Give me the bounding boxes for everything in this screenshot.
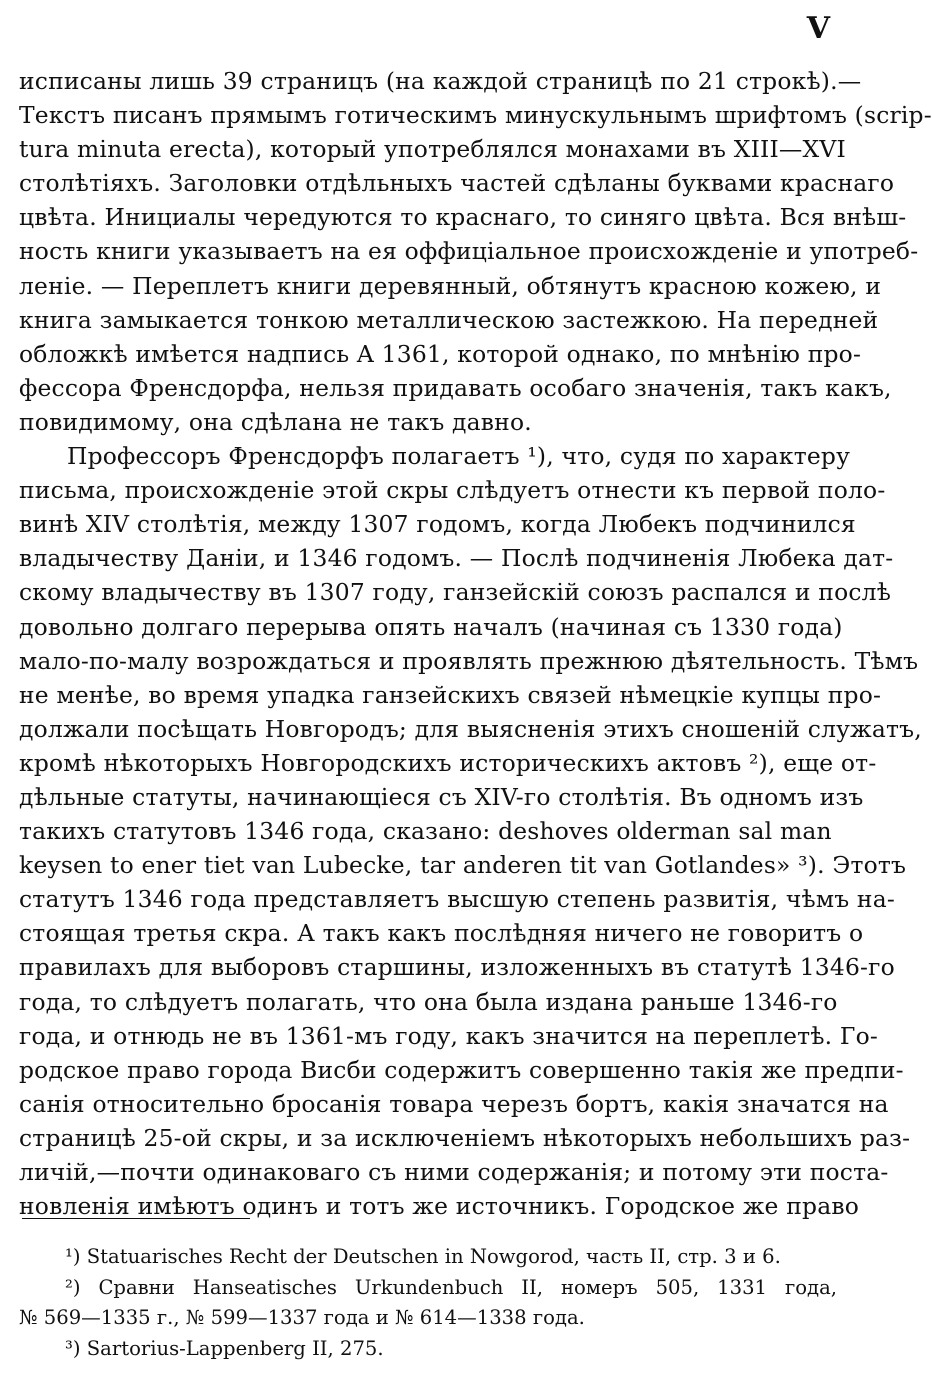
text-line: книга замыкается тонкою металлическою застежкою. На передней: [19, 305, 879, 334]
text-line: tura minuta erecta), который употреблялся монахами въ XIII—XVI: [19, 135, 846, 164]
text-line: цвѣта. Инициалы чередуются то краснаго, то синяго цвѣта. Вся внѣш-: [19, 203, 907, 232]
text-line: не менѣе, во время упадка ганзейскихъ связей нѣмецкіе купцы про-: [19, 680, 882, 709]
text-line: статутъ 1346 года представляетъ высшую степень развитія, чѣмъ на-: [19, 885, 895, 914]
text-line: личій,—почти одинаковаго съ ними содержанія; и потому эти поста-: [19, 1158, 889, 1186]
body-text: [19, 64, 932, 1223]
text-line: года, то слѣдуетъ полагать, что она была издана раньше 1346-го: [19, 987, 838, 1016]
text-line: фессора Френсдорфа, нельзя придавать особаго значенія, такъ какъ,: [19, 373, 892, 402]
text-line: Текстъ писанъ прямымъ готическимъ минускульнымъ шрифтомъ (scrip-: [19, 101, 932, 130]
text-line: стоящая третья скра. А такъ какъ послѣдняя ничего не говоритъ о: [19, 919, 864, 948]
text-line: ность книги указываетъ на ея оффиціальное происхожденіе и употреб-: [19, 237, 919, 266]
text-line: правилахъ для выборовъ старшины, изложенныхъ въ статутѣ 1346-го: [19, 953, 895, 982]
text-line: столѣтіяхъ. Заголовки отдѣльныхъ частей сдѣланы буквами краснаго: [19, 169, 895, 198]
text-line: обложкѣ имѣется надпись A 1361, которой однако, по мнѣнію про-: [19, 339, 862, 368]
text-line: должали посѣщать Новгородъ; для выясненія этихъ сношеній служатъ,: [19, 714, 922, 743]
text-line: года, и отнюдь не въ 1361-мъ году, какъ значится на переплетѣ. Го-: [19, 1021, 878, 1050]
paragraph-start-line: Профессоръ Френсдорфъ полагаетъ ¹), что, судя по характеру: [67, 442, 851, 471]
text-line: скому владычеству въ 1307 году, ганзейскій союзъ распался и послѣ: [19, 578, 892, 607]
footnote-2: ²) Сравни Hanseatisches Urkundenbuch II, номеръ 505, 1331 года,: [65, 1275, 837, 1299]
text-line: леніе. — Переплетъ книги деревянный, обтянутъ красною кожею, и: [19, 271, 882, 300]
text-line: кромѣ нѣкоторыхъ Новгородскихъ историческихъ актовъ ²), еще от-: [19, 748, 877, 777]
text-line: исписаны лишь 39 страницъ (на каждой страницѣ по 21 строкѣ).—: [19, 67, 862, 95]
text-line: винѣ XIV столѣтія, между 1307 годомъ, когда Любекъ подчинился: [19, 510, 856, 539]
text-line: такихъ статутовъ 1346 года, сказано: deshoves olderman sal man: [19, 817, 832, 846]
text-line: владычеству Даніи, и 1346 годомъ. — Послѣ подчиненія Любека дат-: [19, 544, 894, 573]
text-line: мало-по-малу возрождаться и проявлять прежнюю дѣятельность. Тѣмъ: [19, 646, 919, 675]
text-line: родское право города Висби содержитъ совершенно такія же предпи-: [19, 1055, 904, 1084]
text-line: новленія имѣютъ одинъ и тотъ же источникъ. Городское же право: [19, 1192, 859, 1221]
text-line: дѣльные статуты, начинающіеся съ XIV-го столѣтія. Въ одномъ изъ: [19, 782, 864, 811]
text-line: письма, происхожденіе этой скры слѣдуетъ отнести къ первой поло-: [19, 476, 886, 505]
text-line: keysen to ener tiet van Lubecke, tar anderen tit van Gotlandes» ³). Этотъ: [19, 851, 907, 880]
text-line: страницѣ 25-ой скры, и за исключеніемъ нѣкоторыхъ небольшихъ раз-: [19, 1123, 911, 1152]
footnote-3: ³) Sartorius-Lappenberg II, 275.: [65, 1336, 384, 1360]
footnote-divider: [22, 1218, 250, 1219]
page-number: V: [806, 11, 830, 46]
text-line: довольно долгаго перерыва опять началъ (начиная съ 1330 года): [19, 612, 843, 641]
text-line: санія относительно бросанія товара черезъ бортъ, какія значатся на: [19, 1089, 889, 1118]
footnote-2-continued: № 569—1335 г., № 599—1337 года и № 614—1338 года.: [19, 1306, 585, 1329]
footnotes: [19, 1242, 837, 1364]
text-line: повидимому, она сдѣлана не такъ давно.: [19, 407, 532, 436]
footnote-1: ¹) Statuarisches Recht der Deutschen in Nowgorod, часть II, стр. 3 и 6.: [65, 1245, 781, 1268]
